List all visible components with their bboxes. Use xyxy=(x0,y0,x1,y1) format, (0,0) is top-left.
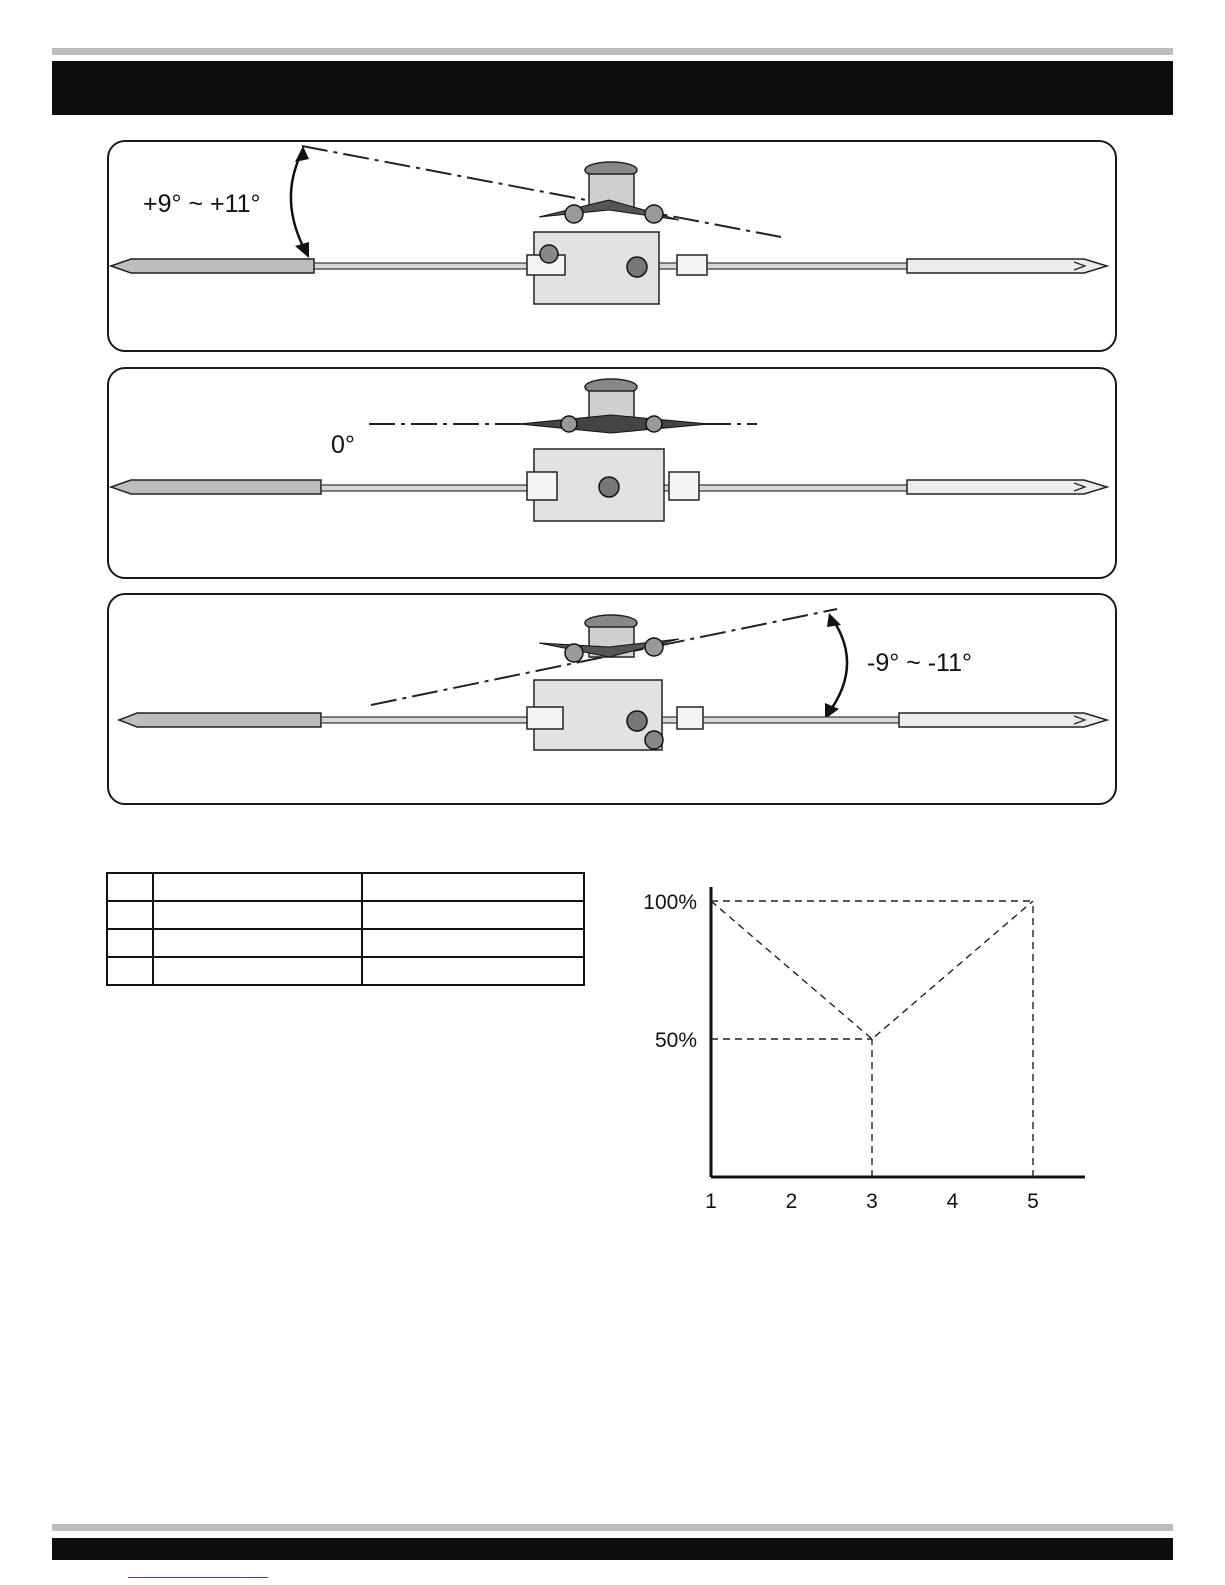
settings-table-cell xyxy=(362,901,584,929)
pitch-angle-label: -9° ~ -11° xyxy=(867,649,972,677)
footer-rule xyxy=(52,1524,1173,1531)
y-tick-label: 100% xyxy=(643,891,697,914)
settings-table-cell xyxy=(107,901,153,929)
settings-table-cell xyxy=(153,901,362,929)
settings-table xyxy=(106,872,585,986)
settings-table-cell xyxy=(153,873,362,901)
rotor-head-illustration-positive xyxy=(109,142,1117,352)
x-tick-label: 5 xyxy=(1027,1190,1039,1213)
settings-table-cell xyxy=(362,873,584,901)
settings-table-row xyxy=(107,957,584,985)
settings-table-cell xyxy=(362,957,584,985)
settings-table-cell xyxy=(107,957,153,985)
pitch-panel-zero xyxy=(107,367,1117,579)
y-tick-label: 50% xyxy=(654,1029,697,1052)
pitch-panel-positive xyxy=(107,140,1117,352)
settings-table-cell xyxy=(153,957,362,985)
header-bar xyxy=(52,61,1173,115)
settings-table-cell xyxy=(362,929,584,957)
x-tick-label: 3 xyxy=(866,1190,878,1213)
pitch-angle-label: +9° ~ +11° xyxy=(143,190,261,218)
x-tick-label: 4 xyxy=(946,1190,959,1213)
settings-table-row xyxy=(107,929,584,957)
pitch-angle-label: 0° xyxy=(331,431,355,459)
settings-table-row xyxy=(107,901,584,929)
x-tick-label: 1 xyxy=(705,1190,717,1213)
settings-table-cell xyxy=(107,873,153,901)
footer-bar xyxy=(52,1538,1173,1560)
pitch-curve-line xyxy=(711,901,1033,1039)
footer-link-underline xyxy=(128,1577,268,1578)
settings-table-cell xyxy=(107,929,153,957)
rotor-head-illustration-zero xyxy=(109,369,1117,579)
rotor-head-illustration-negative xyxy=(109,595,1117,805)
header-rule xyxy=(52,48,1173,55)
x-tick-label: 2 xyxy=(785,1190,798,1213)
pitch-curve-chart xyxy=(630,885,1100,1225)
settings-table-row xyxy=(107,873,584,901)
settings-table-cell xyxy=(153,929,362,957)
pitch-panel-negative xyxy=(107,593,1117,805)
